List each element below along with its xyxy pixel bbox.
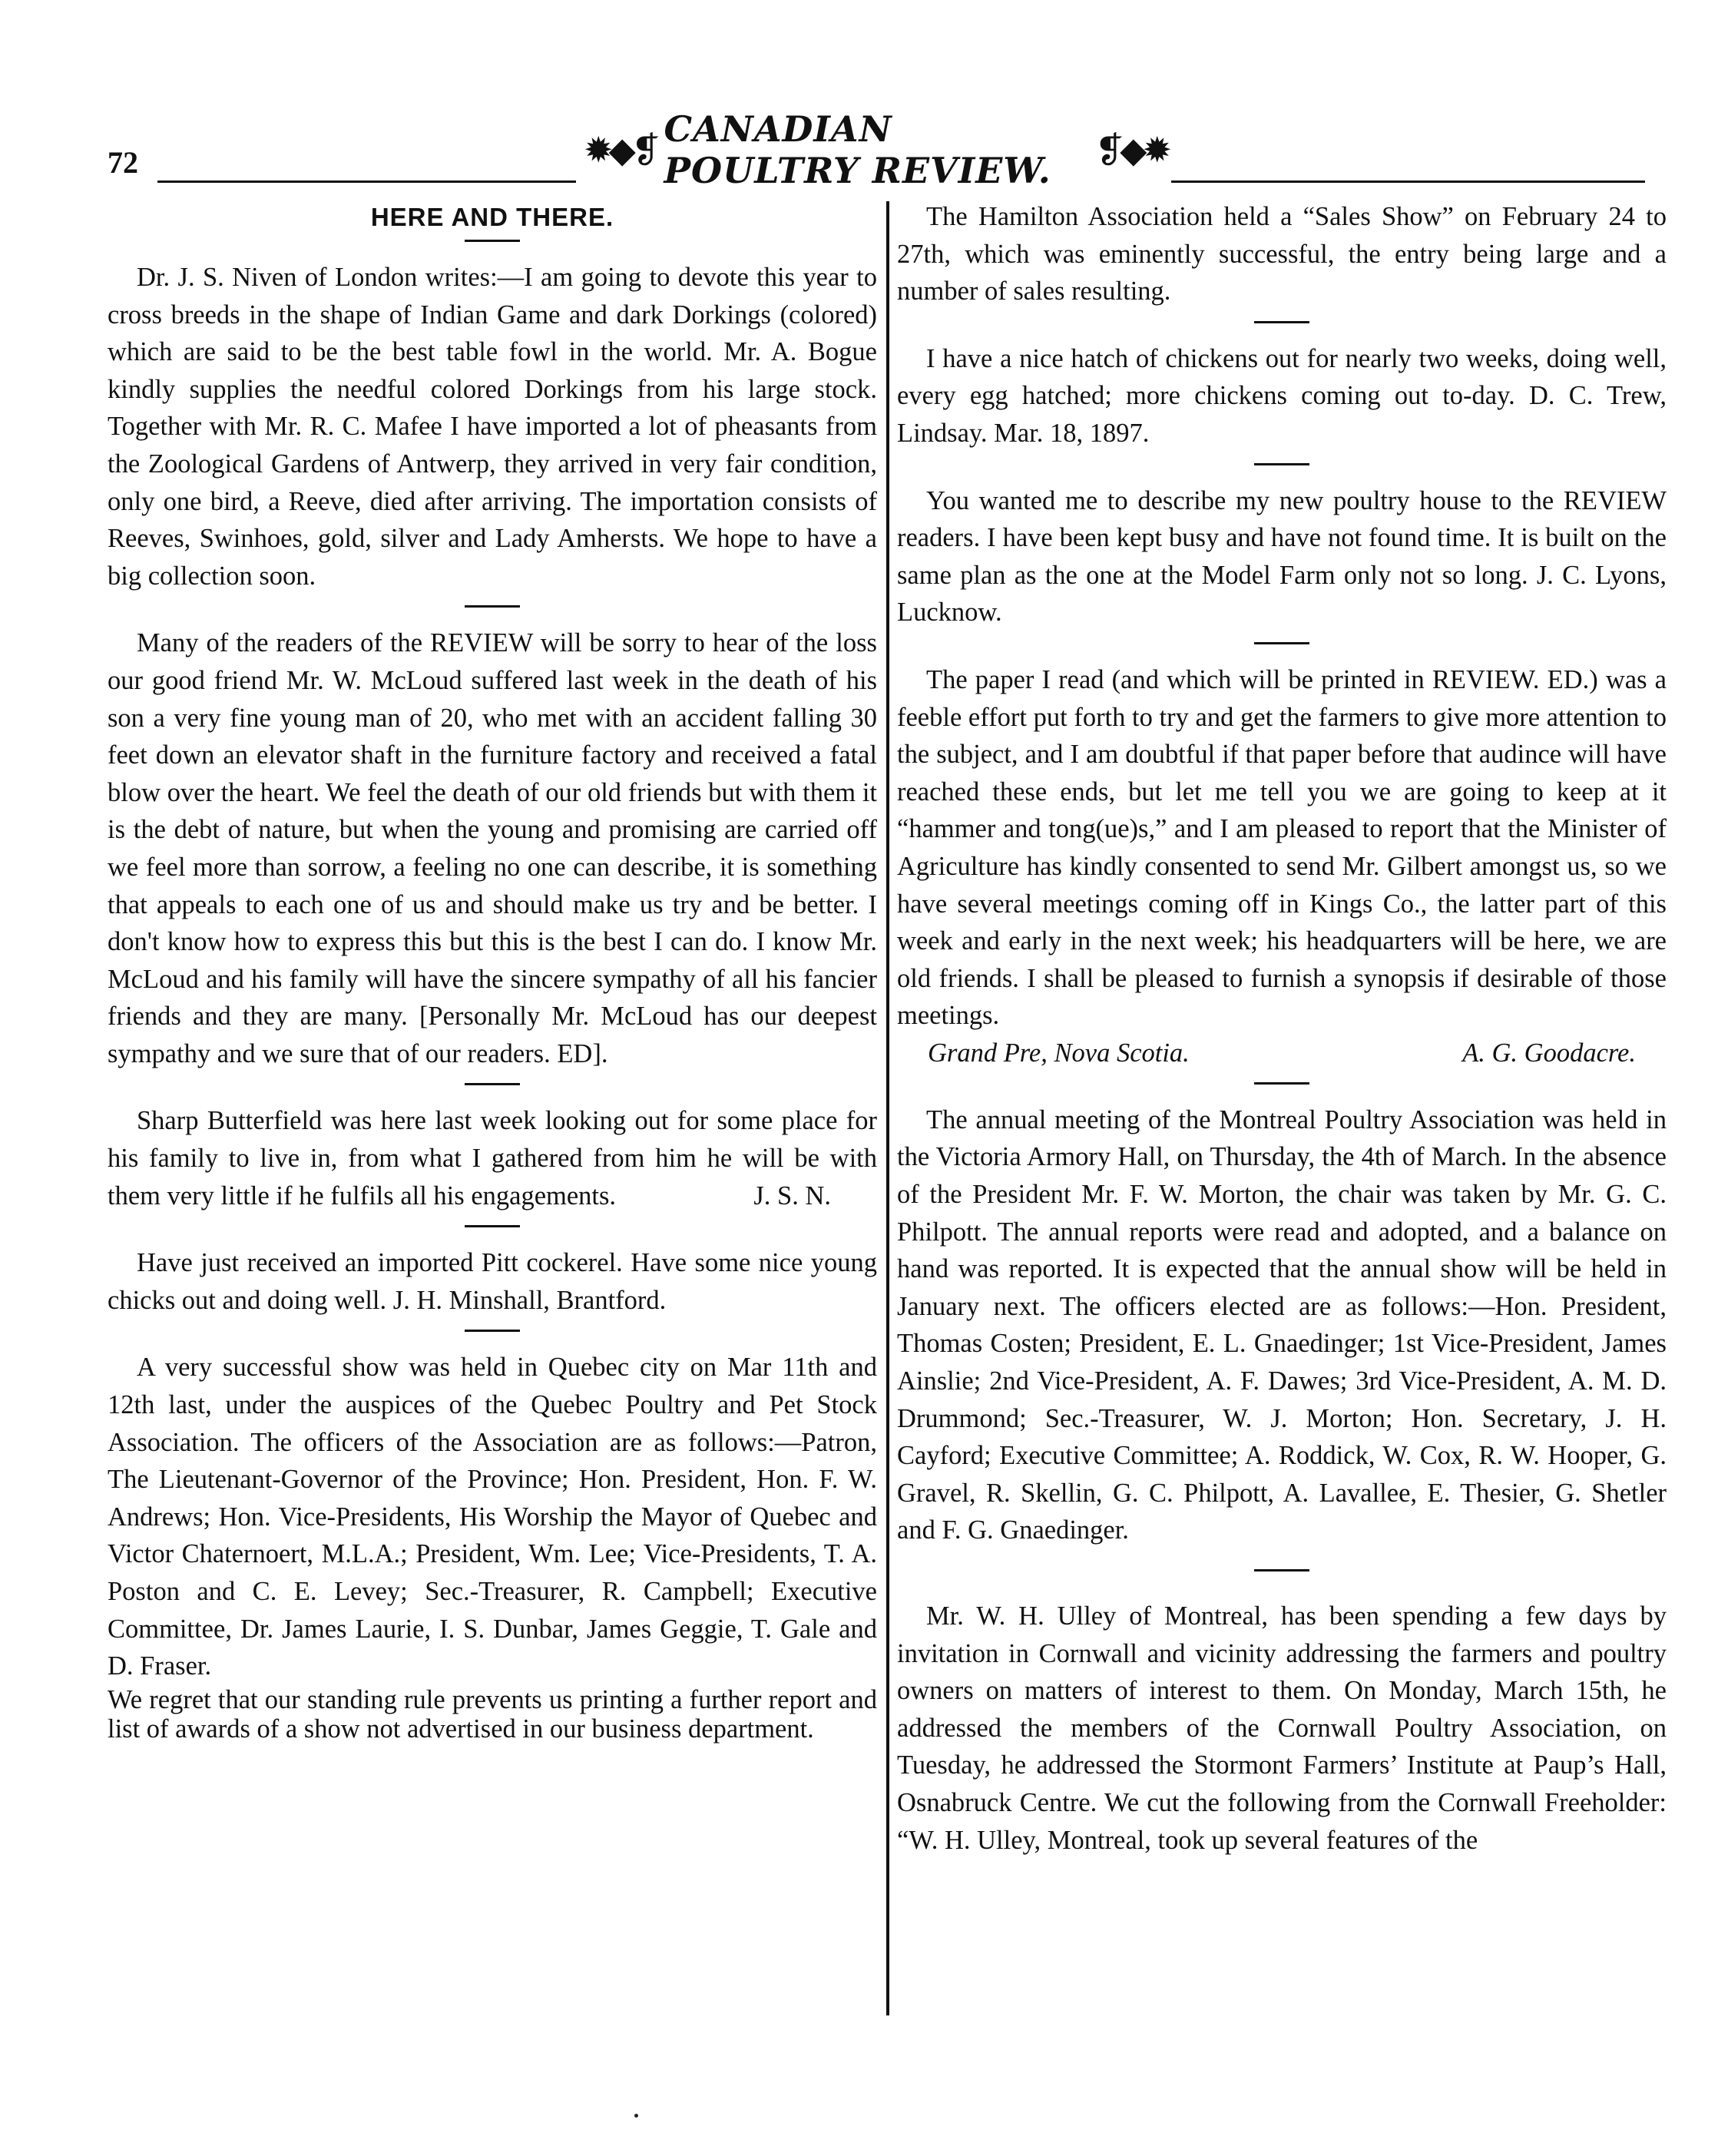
separator xyxy=(465,1330,520,1332)
separator xyxy=(465,605,520,608)
item-text: I have a nice hatch of chickens out for nearly two weeks, doing well, every egg hatched; more chickens coming out to-day. D. C. Trew, Lindsay. Mar. 18, 1897. xyxy=(897,343,1667,448)
item-text: A very successful show was held in Quebec city on Mar 11th and 12th last, under the auspices of the Quebec Poultry and Pet Stock Association. The officers of the Association are as follows:—Patron, The Lieutenant-Governor of the Province; Hon. President, Hon. F. W. Andrews; Hon. Vice-Presidents, His Worship the Mayor of Quebec and Victor Chaternoert, M.L.A.; President, Wm. Lee; Vice-Presidents, T. A. Poston and C. E. Levey; Sec.-Treasurer, R. Campbell; Executive Committee, Dr. James Laurie, I. S. Dunbar, James Geggie, T. Gale and D. Fraser. xyxy=(108,1353,877,1681)
separator xyxy=(465,1225,520,1227)
news-item xyxy=(108,259,877,594)
item-text: Have just received an imported Pitt cockerel. Have some nice young chicks out and doing well. J. H. Minshall, Brantford. xyxy=(108,1248,877,1315)
item-text: The annual meeting of the Montreal Poultry Association was held in the Victoria Armory Hall, on Thursday, the 4th of March. In the absence of the President Mr. F. W. Morton, the chair was taken by Mr. G. C. Philpott. The annual reports were read and adopted, and a balance on hand was reported. It is expected that the annual show will be held in January next. The officers elected are as follows:—Hon. President, Thomas Costen; President, E. L. Gnaedinger; 1st Vice-President, James Ainslie; 2nd Vice-President, A. F. Dawes; 3rd Vice-President, A. M. D. Drummond; Sec.-Treasurer, W. J. Morton; Hon. Secretary, J. H. Cayford; Executive Committee; A. Roddick, W. Cox, R. W. Hooper, G. Gravel, R. Skellin, G. C. Philpott, A. Lavallee, E. Thesier, G. Shetler and F. G. Gnaedinger. xyxy=(897,1104,1667,1545)
page-number: 72 xyxy=(108,145,138,180)
item-text: Mr. W. H. Ulley of Montreal, has been spending a few days by invitation in Cornwall and vicinity addressing the farmers and poultry owners on matters of interest to them. On Monday, March 15th, he addressed the members of the Cornwall Poultry Association, on Tuesday, he addressed the Stormont Farmers’ Institute at Paup’s Hall, Osnabruck Centre. We cut the following from the Cornwall Freeholder: “W. H. Ulley, Montreal, took up several features of the xyxy=(897,1601,1667,1855)
separator xyxy=(1254,463,1309,465)
header-rule-left xyxy=(157,180,576,183)
editor-note: We regret that our standing rule prevents us printing a further report and list of awards of a show not advertised in our business department. xyxy=(108,1684,877,1744)
left-column xyxy=(108,198,877,1744)
column-divider xyxy=(886,201,889,2015)
item-text: You wanted me to describe my new poultry house to the REVIEW readers. I have been kept busy and have not found time. It is built on the same plan as the one at the Model Farm only not so long. J. C. Lyons, Lucknow. xyxy=(897,485,1667,628)
news-item xyxy=(897,1598,1667,1859)
header-rule-right xyxy=(1171,180,1645,183)
separator xyxy=(465,1083,520,1085)
item-text: The paper I read (and which will be printed in REVIEW. ED.) was a feeble effort put forth to try and get the farmers to give more attention to the subject, and I am doubtful if that paper before that audince will have reached these ends, but let me tell you we are going to keep at it “hammer and tong(ue)s,” and I am pleased to report that the Minister of Agriculture has kindly consented to send Mr. Gilbert amongst us, so we have several meetings coming off in Kings Co., the latter part of this week and early in the next week; his headquarters will be here, we are old friends. I shall be pleased to furnish a synopsis if desirable of those meetings. xyxy=(897,664,1667,1031)
news-item xyxy=(108,624,877,1072)
news-item xyxy=(108,1102,877,1214)
ornament-left-icon: ✹◆❡ xyxy=(584,131,657,170)
news-item xyxy=(897,198,1667,310)
section-heading: HERE AND THERE. xyxy=(370,203,614,231)
separator xyxy=(1254,1569,1309,1571)
item-text: The Hamilton Association held a “Sales Show” on February 24 to 27th, which was eminently successful, the entry being large and a number of sales resulting. xyxy=(897,202,1667,306)
item-signature: J. S. N. xyxy=(753,1181,831,1211)
masthead xyxy=(584,108,1167,191)
item-text: Dr. J. S. Niven of London writes:—I am going to devote this year to cross breeds in the shape of Indian Game and dark Dorkings (colored) which are said to be the best table fowl in the world. Mr. A. Bogue kindly supplies the needful colored Dorkings from his large stock. Together with Mr. R. C. Mafee I have imported a lot of pheasants from the Zoological Gardens of Antwerp, they arrived in very fair condition, only one bird, a Reeve, died after arriving. The importation consists of Reeves, Swinhoes, gold, silver and Lady Amhersts. We hope to have a big collection soon. xyxy=(108,263,877,591)
news-item xyxy=(897,340,1667,452)
separator xyxy=(1254,642,1309,644)
signature-row xyxy=(897,1035,1667,1071)
news-item xyxy=(897,1101,1667,1549)
separator xyxy=(465,240,520,242)
separator xyxy=(1254,321,1309,323)
masthead-title: CANADIAN POULTRY REVIEW. xyxy=(664,108,1051,191)
news-item xyxy=(897,482,1667,631)
item-place: Grand Pre, Nova Scotia. xyxy=(928,1038,1190,1068)
news-item xyxy=(897,661,1667,1071)
separator xyxy=(1254,1082,1309,1085)
item-text: Many of the readers of the REVIEW will be sorry to hear of the loss our good friend Mr. W. McLoud suffered last week in the death of his son a very fine young man of 20, who met with an accident falling 30 feet down an elevator shaft in the furniture factory and received a fatal blow over the heart. We feel the death of our old friends but with them it is the debt of nature, but when the young and promising are carried off we feel more than sorrow, a feeling no one can describe, it is something that appeals to each one of us and should make us try and be better. I don't know how to express this but this is the best I can do. I know Mr. McLoud and his family will have the sincere sympathy of all his fancier friends and they are many. [Personally Mr. McLoud has our deepest sympathy and we sure that of our readers. ED]. xyxy=(108,628,877,1068)
item-signature: A. G. Goodacre. xyxy=(1462,1038,1636,1068)
stray-dot xyxy=(634,2114,638,2118)
ornament-right-icon: ❡◆✹ xyxy=(1094,131,1167,170)
news-item xyxy=(108,1244,877,1319)
right-column xyxy=(897,198,1667,1859)
news-item xyxy=(108,1349,877,1743)
item-text: Sharp Butterfield was here last week looking out for some place for his family to live in, from what I gathered from him he will be with them very little if he fulfils all his engagements. xyxy=(108,1106,877,1210)
